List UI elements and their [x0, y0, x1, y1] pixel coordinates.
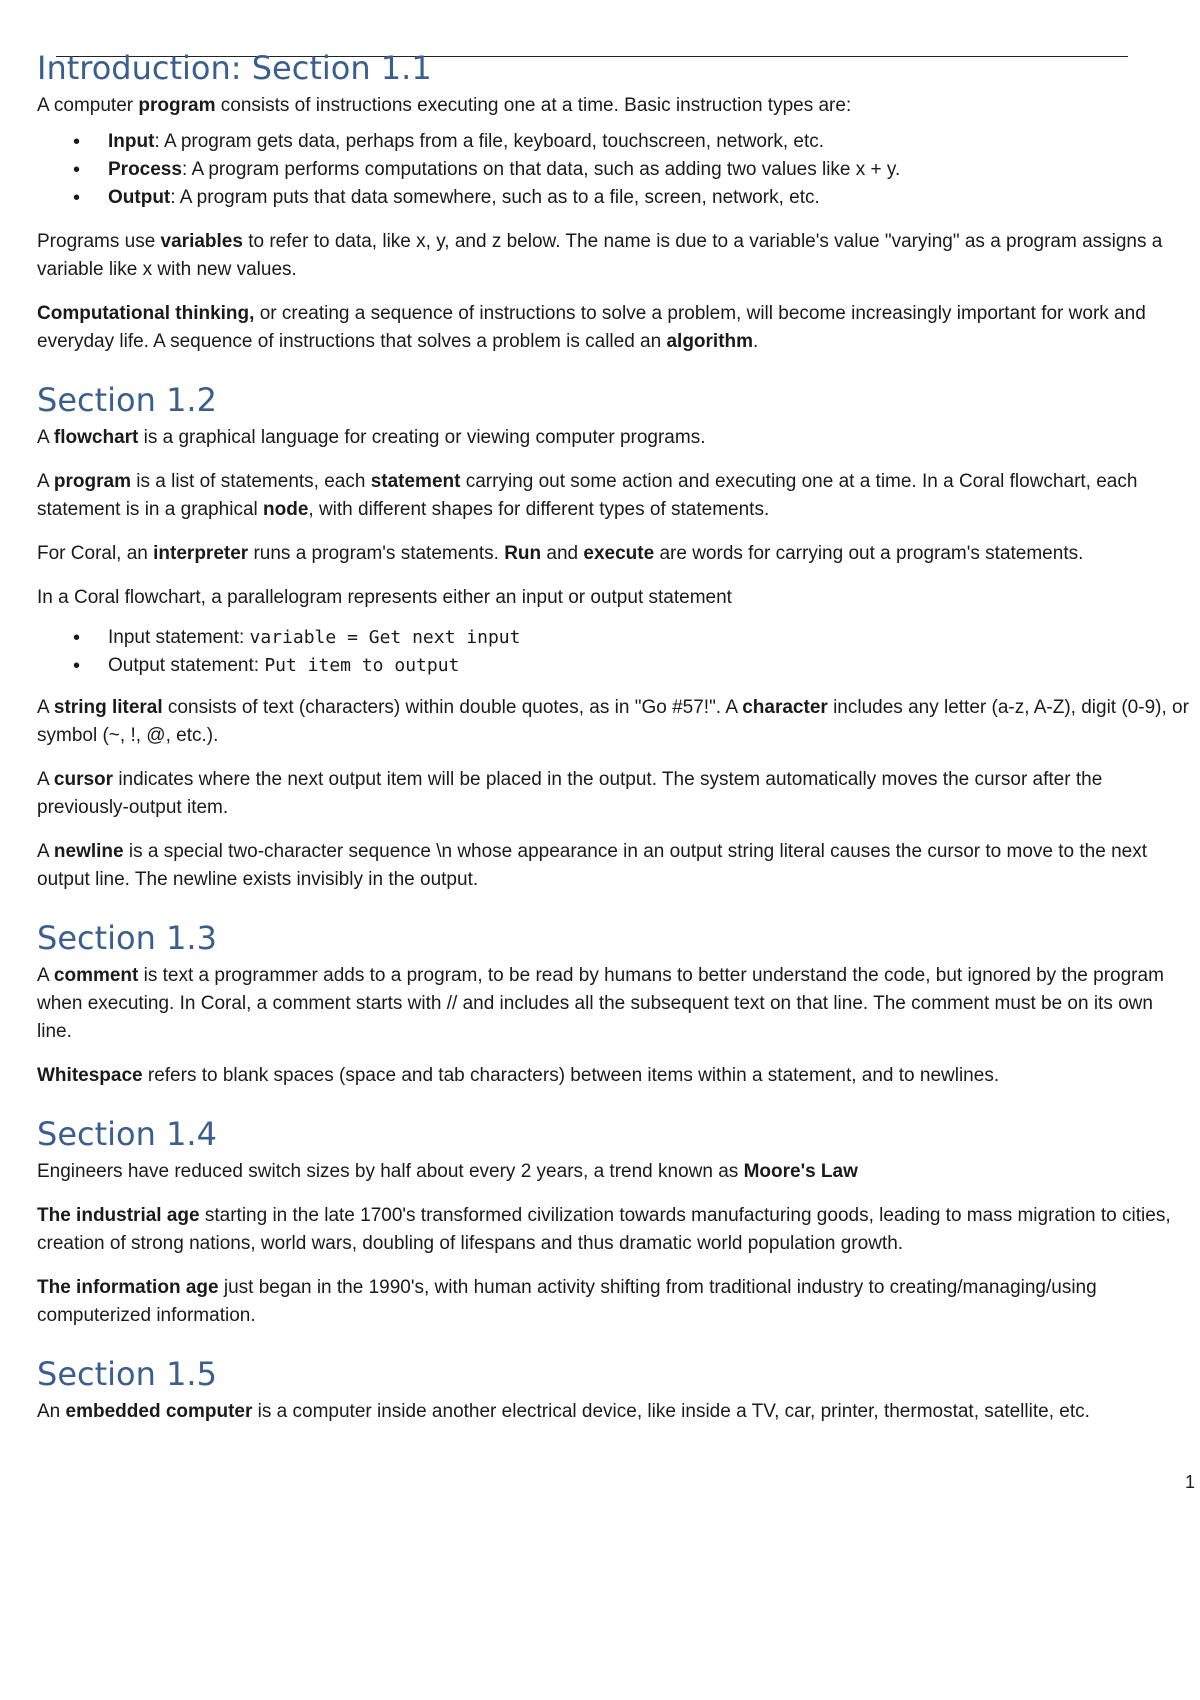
paragraph-flowchart: A flowchart is a graphical language for creating or viewing computer programs. [37, 427, 706, 448]
bullet-icon: • [73, 187, 81, 209]
paragraph-cursor: A cursor indicates where the next output item will be placed in the output. The system automatically moves the cursor after the previously-output item. [37, 769, 1103, 818]
page-number: 1 [1185, 1472, 1196, 1492]
paragraph-moores-law: Engineers have reduced switch sizes by half about every 2 years, a trend known as Moore's Law [37, 1161, 858, 1182]
bullet-icon: • [73, 159, 81, 181]
paragraph-computational-thinking: Computational thinking, or creating a sequence of instructions to solve a problem, will become increasingly important for work and everyday life. A sequence of instructions that solves a problem is called an algorithm. [37, 303, 1146, 352]
paragraph-comment: A comment is text a programmer adds to a program, to be read by humans to better understand the code, but ignored by the program when executing. In Coral, a comment starts with // and includes all the subsequent text on that line. The comment must be on its own line. [37, 965, 1164, 1042]
paragraph-newline: A newline is a special two-character sequence \n whose appearance in an output string literal causes the cursor to move to the next output line. The newline exists invisibly in the output. [37, 841, 1147, 890]
section-heading-1-2: Section 1.2 [37, 381, 217, 419]
bullet-icon: • [73, 131, 81, 153]
paragraph-program-definition: A computer program consists of instructions executing one at a time. Basic instruction types are: [37, 95, 852, 116]
paragraph-interpreter: For Coral, an interpreter runs a program's statements. Run and execute are words for carrying out a program's statements. [37, 543, 1084, 564]
paragraph-parallelogram: In a Coral flowchart, a parallelogram represents either an input or output statement [37, 587, 732, 608]
bullet-icon: • [73, 627, 81, 649]
list-item: • Input statement: variable = Get next input [37, 624, 1189, 652]
document-body [37, 50, 1189, 1442]
list-item: • Output statement: Put item to output [37, 652, 1189, 680]
paragraph-information-age: The information age just began in the 1990's, with human activity shifting from traditional industry to creating/managing/using computerized information. [37, 1277, 1097, 1326]
paragraph-string-literal: A string literal consists of text (characters) within double quotes, as in "Go #57!". A character includes any letter (a-z, A-Z), digit (0-9), or symbol (~, !, @, etc.). [37, 697, 1189, 746]
paragraph-whitespace: Whitespace refers to blank spaces (space and tab characters) between items within a statement, and to newlines. [37, 1065, 1000, 1086]
list-item: • Process: A program performs computations on that data, such as adding two values like x + y. [37, 156, 1189, 184]
statement-types-list [37, 624, 1189, 680]
paragraph-embedded-computer: An embedded computer is a computer inside another electrical device, like inside a TV, car, printer, thermostat, satellite, etc. [37, 1401, 1090, 1422]
section-heading-1-4: Section 1.4 [37, 1115, 217, 1153]
section-heading-1-5: Section 1.5 [37, 1355, 217, 1393]
section-heading-1-3: Section 1.3 [37, 919, 217, 957]
paragraph-statements: A program is a list of statements, each statement carrying out some action and executing one at a time. In a Coral flowchart, each statement is in a graphical node, with different shapes for different types of statements. [37, 471, 1138, 520]
list-item: • Output: A program puts that data somewhere, such as to a file, screen, network, etc. [37, 184, 1189, 212]
paragraph-variables: Programs use variables to refer to data, like x, y, and z below. The name is due to a variable's value "varying" as a program assigns a variable like x with new values. [37, 231, 1163, 280]
list-item: • Input: A program gets data, perhaps from a file, keyboard, touchscreen, network, etc. [37, 128, 1189, 156]
paragraph-industrial-age: The industrial age starting in the late 1700's transformed civilization towards manufacturing goods, leading to mass migration to cities, creation of strong nations, world wars, doubling of lifespans and thus dramatic world population growth. [37, 1205, 1171, 1254]
instruction-types-list [37, 128, 1189, 212]
section-heading-1-1: Introduction: Section 1.1 [37, 49, 432, 87]
bullet-icon: • [73, 655, 81, 677]
